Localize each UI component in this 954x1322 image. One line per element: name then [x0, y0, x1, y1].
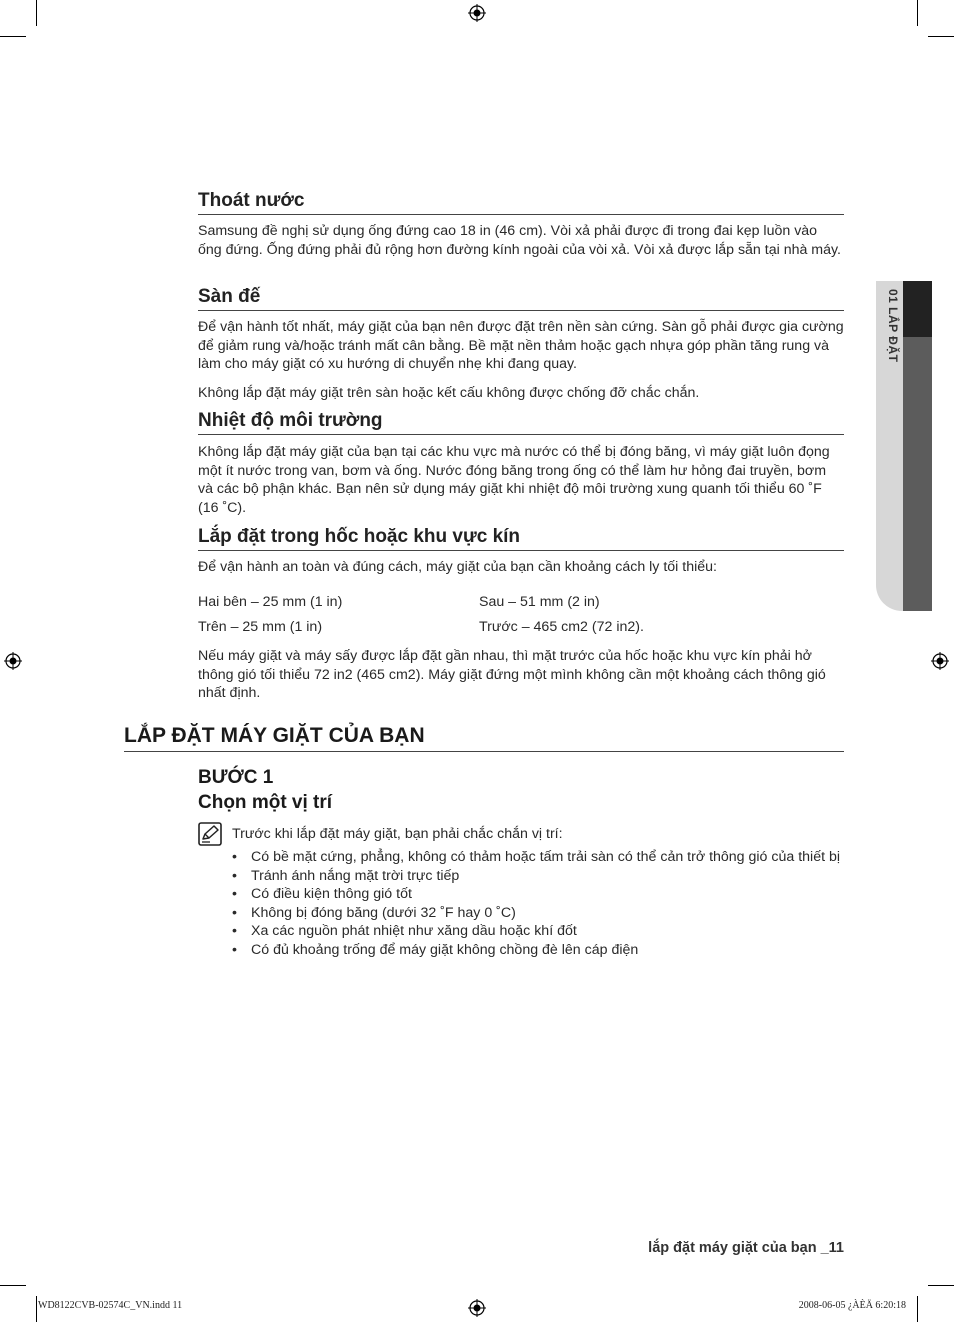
section-title-temperature: Nhiệt độ môi trường: [198, 410, 844, 435]
clearance-top: Trên – 25 mm (1 in): [198, 619, 323, 635]
clearance-rear: Sau – 51 mm (2 in): [479, 594, 600, 610]
crop-mark: [0, 1285, 26, 1286]
section-title-floor: Sàn đế: [198, 286, 844, 311]
crop-mark: [917, 1296, 918, 1322]
step-title: Chọn một vị trí: [198, 792, 333, 813]
chapter-tab: [876, 281, 932, 611]
list-item: • Không bị đóng băng (dưới 32 ˚F hay 0 ˚C): [232, 904, 842, 923]
section-title-alcove: Lắp đặt trong hốc hoặc khu vực kín: [198, 526, 844, 551]
registration-mark-icon: [468, 1299, 486, 1317]
registration-mark-icon: [931, 652, 949, 670]
list-item: • Xa các nguồn phát nhiệt như xăng dầu hoặc khí đốt: [232, 922, 842, 941]
section-text-floor: Để vận hành tốt nhất, máy giặt của bạn nên được đặt trên nền sàn cứng. Sàn gỗ phải được gia cường để giảm rung và/hoặc tránh mất cân bằng. Bề mặt nền thảm hoặc gạch nhựa góp phần tăng rung và làm cho máy giặt có xu hướng di chuyển nhẹ khi đang quay.: [198, 319, 844, 372]
section-text-alcove: Nếu máy giặt và máy sấy được lắp đặt gần nhau, thì mặt trước của hốc hoặc khu vực kín phải hở thông gió tối thiểu 72 in2 (465 cm2). Máy giặt đứng một mình không cần một khoảng cách thông gió nhất định.: [198, 648, 826, 701]
section-text-floor-2: Không lắp đặt máy giặt trên sàn hoặc kết cấu không được chống đỡ chắc chắn.: [198, 385, 700, 401]
crop-mark: [928, 36, 954, 37]
section-text-drain: Samsung đề nghị sử dụng ống đứng cao 18 in (46 cm). Vòi xả phải được đi trong đai kẹp luồn vào ống đứng. Ống đứng phải đủ rộng hơn đường kính ngoài của vòi xả. Vòi xả được lắp sẵn tại nhà máy.: [198, 223, 841, 258]
crop-mark: [36, 1296, 37, 1322]
list-item: • Có điều kiện thông gió tốt: [232, 885, 842, 904]
note-pencil-icon: [198, 822, 222, 846]
clearance-front: Trước – 465 cm2 (72 in2).: [479, 619, 644, 635]
registration-mark-icon: [468, 4, 486, 22]
list-item: • Tránh ánh nắng mặt trời trực tiếp: [232, 867, 842, 886]
crop-mark: [917, 0, 918, 26]
main-heading: LẮP ĐẶT MÁY GIẶT CỦA BẠN: [124, 724, 844, 752]
note-text: Trước khi lắp đặt máy giặt, bạn phải chắc chắn vị trí:: [232, 826, 563, 842]
clearance-sides: Hai bên – 25 mm (1 in): [198, 594, 343, 610]
section-intro-alcove: Để vận hành an toàn và đúng cách, máy giặt của bạn cần khoảng cách ly tối thiểu:: [198, 559, 717, 575]
list-item: • Có bề mặt cứng, phẳng, không có thảm hoặc tấm trải sàn có thể cản trở thông gió của thiết bị: [232, 848, 842, 867]
print-slug-file: WD8122CVB-02574C_VN.indd 11: [38, 1300, 183, 1311]
chapter-tab-marker: [903, 281, 932, 337]
print-slug-timestamp: 2008-06-05 ¿ÀÈÄ 6:20:18: [798, 1300, 906, 1311]
registration-mark-icon: [4, 652, 22, 670]
crop-mark: [0, 36, 26, 37]
step-number: BƯỚC 1: [198, 767, 274, 788]
list-item: • Có đủ khoảng trống để máy giặt không chồng đè lên cáp điện: [232, 941, 842, 960]
crop-mark: [928, 1285, 954, 1286]
section-title-drain: Thoát nước: [198, 190, 844, 215]
section-text-temperature: Không lắp đặt máy giặt của bạn tại các khu vực mà nước có thể bị đóng băng, vì máy giặt luôn đọng một ít nước trong van, bơm và ống. Nước đóng băng trong ống có thể làm hư hỏng đai truyền, bơm và các bộ phận khác. Bạn nên sử dụng máy giặt khi nhiệt độ môi trường xung quanh tối thiểu 60 ˚F (16 ˚C).: [198, 444, 830, 516]
crop-mark: [36, 0, 37, 26]
location-requirements-list: [232, 848, 842, 959]
page-footer-label: lắp đặt máy giặt của bạn _11: [648, 1240, 844, 1256]
chapter-tab-label: 01 LẮP ĐẶT: [886, 289, 900, 363]
